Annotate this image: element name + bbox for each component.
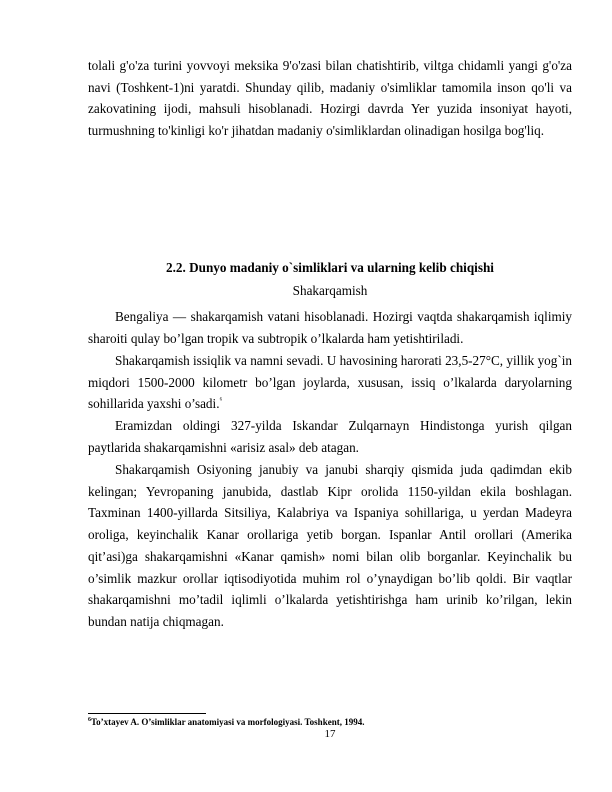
paragraph-spread: Shakarqamish Osiyoning janubiy va janubi sharqiy qismida juda qadimdan ekib kelingan; Yevropaning janubida, dastlab Kipr orolida 1150-yildan ekila boshlagan. Taxminan 1400-yillarda Sitsiliya, Kalabriya va Ispaniya sohillariga, u yerdan Madeyra oroliga, keyinchalik Kanar orollariga yetib borgan. Ispanlar Antil orollari (Amerika qit’asi)ga shakarqamishni «Kanar qamish» nomi bilan olib borganlar. Keyinchalik bu o’simlik mazkur orollar iqtisodiyotida muhim rol o’ynaydigan bo’lib qoldi. Bir vaqtlar shakarqamishni mo’tadil iqlimli o’lkalarda yetishtirishga ham urinib ko’rilgan, lekin bundan natija chiqmagan. bbox=[88, 462, 572, 629]
footnote bbox=[88, 717, 572, 727]
paragraph-climate bbox=[88, 350, 572, 415]
footnote-number: 6 bbox=[88, 717, 91, 723]
page-number: 17 bbox=[324, 728, 336, 740]
footnote-separator bbox=[88, 713, 206, 714]
paragraph-climate-text: Shakarqamish issiqlik va namni sevadi. U havosining harorati 23,5-27°C, yillik yog`in miqdori 1500-2000 kilometr bo’lgan joylarda, xususan, issiq o’lkalarda daryolarning sohillarida yaxshi o’sadi. bbox=[88, 353, 572, 412]
intro-paragraph: tolali g'o'za turini yovvoyi meksika 9'o'zasi bilan chatishtirib, viltga chidamli yangi g'o'za navi (Toshkent-1)ni yaratdi. Shunday qilib, madaniy o'simliklar tamomila inson qo'li va zakovatining ijodi, mahsuli hisoblanadi. Hozirgi davrda Yer yuzida insoniyat hayoti, turmushning to'kinligi ko'r jihatdan madaniy o'simliklardan olinadigan hosilga bog'liq. bbox=[88, 58, 572, 139]
paragraph-bengaliya: Bengaliya — shakarqamish vatani hisoblanadi. Hozirgi vaqtda shakarqamish iqlimiy sharoiti qulay bo’lgan tropik va subtropik o’lkalarda ham yetishtiriladi. bbox=[88, 309, 572, 346]
paragraph-history: Eramizdan oldingi 327-yilda Iskandar Zulqarnayn Hindistonga yurish qilgan paytlarida shakarqamishni «arisiz asal» deb atagan. bbox=[88, 418, 572, 455]
section-heading: 2.2. Dunyo madaniy o`simliklari va ularning kelib chiqishi bbox=[166, 260, 494, 275]
footnote-text: To’xtayev A. O’simliklar anatomiyasi va morfologiyasi. Toshkent, 1994. bbox=[91, 717, 365, 727]
section-subheading: Shakarqamish bbox=[292, 283, 368, 298]
footnote-reference[interactable]: ⁶ bbox=[219, 396, 223, 406]
